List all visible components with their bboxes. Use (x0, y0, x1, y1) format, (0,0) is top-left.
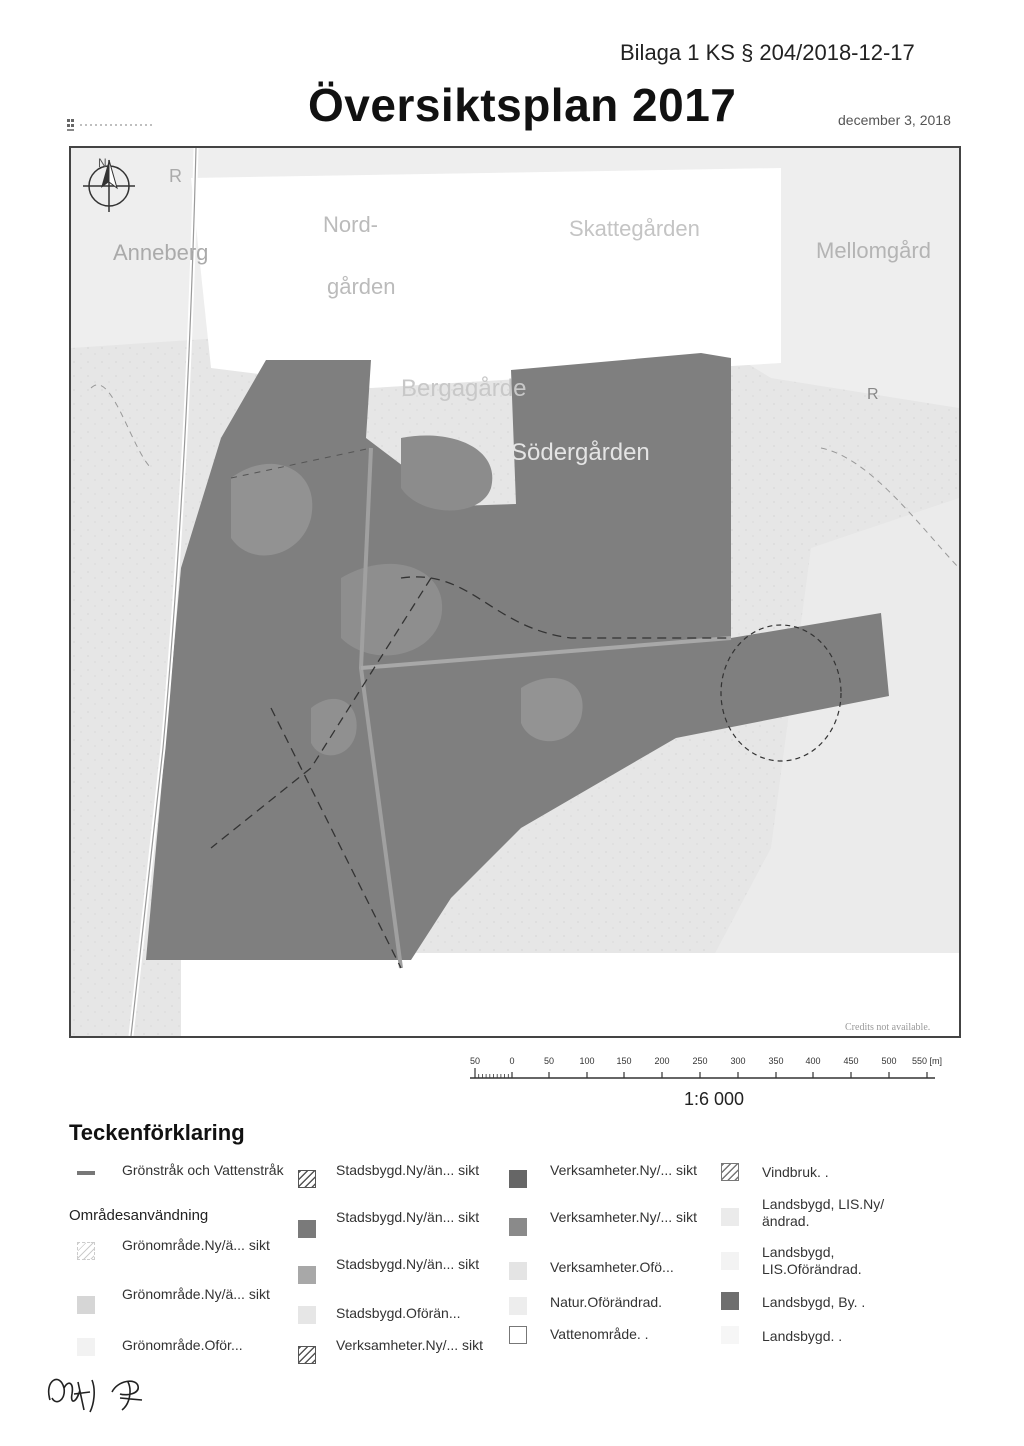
scale-tick-label: 300 (730, 1056, 746, 1066)
legend-label: Grönstråk och Vattenstråk (122, 1162, 284, 1178)
map-label: Södergården (511, 439, 650, 466)
legend-label: Natur.Oförändrad. (550, 1294, 663, 1310)
legend-swatch (509, 1170, 527, 1188)
scale-tick-label: 550 [m] (911, 1056, 943, 1066)
document-reference: Bilaga 1 KS § 204/2018-12-17 (620, 40, 915, 65)
scale-tick-label: 250 (692, 1056, 708, 1066)
legend-swatch (77, 1338, 95, 1356)
legend-label: Landsbygd. . (762, 1328, 843, 1344)
print-date: december 3, 2018 (838, 112, 951, 128)
legend-label: Landsbygd, LIS.Oförändrad. (762, 1244, 862, 1277)
legend-label: Grönområde.Oför... (122, 1337, 243, 1353)
legend-swatch (298, 1220, 316, 1238)
legend-title: Teckenförklaring (69, 1120, 245, 1145)
map-label: Nord- (323, 212, 379, 237)
legend-swatch (509, 1326, 527, 1344)
legend-label: Verksamheter.Ofö... (550, 1259, 674, 1275)
legend-swatch (509, 1218, 527, 1236)
legend-swatch (77, 1171, 95, 1175)
legend-swatch (298, 1266, 316, 1284)
map-label: Anneberg (113, 240, 209, 265)
legend-section-title: Områdesanvändning (69, 1207, 209, 1224)
map-label: Skattegården (569, 216, 700, 241)
legend-label: Grönområde.Ny/ä... sikt (122, 1286, 270, 1302)
north-label: N (98, 156, 107, 170)
legend-swatch (721, 1163, 739, 1181)
legend-label: Landsbygd, LIS.Ny/ändrad. (762, 1196, 885, 1229)
map-label: Mellomgård (816, 238, 931, 263)
legend-label: Grönområde.Ny/ä... sikt (122, 1237, 270, 1253)
legend-label: Verksamheter.Ny/... sikt (550, 1209, 698, 1225)
handwritten-initials (42, 1360, 162, 1420)
map-label: gården (327, 274, 396, 299)
map-frame[interactable] (69, 146, 961, 1038)
legend-swatch (509, 1262, 527, 1280)
scale-tick-label: 0 (509, 1056, 515, 1066)
scale-tick-label: 450 (843, 1056, 859, 1066)
map-label: R (867, 386, 879, 403)
legend-label: Verksamheter.Ny/... sikt (550, 1162, 698, 1178)
scale-ratio: 1:6 000 (684, 1089, 745, 1109)
legend-swatch (298, 1346, 316, 1364)
map-credits: Credits not available. (845, 1022, 931, 1033)
map-canvas[interactable] (71, 148, 959, 1036)
legend-label: Stadsbygd.Ny/än... sikt (336, 1162, 480, 1178)
scale-tick-label: 400 (805, 1056, 821, 1066)
scale-tick-label: 200 (654, 1056, 670, 1066)
legend-swatch (721, 1208, 739, 1226)
legend-swatch (298, 1306, 316, 1324)
scale-tick-label: 500 (881, 1056, 897, 1066)
scale-tick-label: 100 (579, 1056, 595, 1066)
scale-tick-label: 150 (616, 1056, 632, 1066)
legend-swatch (298, 1170, 316, 1188)
scale-tick-label: 50 (543, 1056, 555, 1066)
legend-label: Stadsbygd.Ny/än... sikt (336, 1209, 480, 1225)
legend-swatch (721, 1252, 739, 1270)
legend-swatch (721, 1326, 739, 1344)
scale-tick-label: 350 (768, 1056, 784, 1066)
map-label: R (169, 166, 182, 186)
legend-swatch (721, 1292, 739, 1310)
municipality-logo (66, 118, 156, 132)
legend-label: Vattenområde. . (550, 1326, 649, 1342)
legend-label: Stadsbygd.Ny/än... sikt (336, 1256, 480, 1272)
page-title: Översiktsplan 2017 (308, 79, 737, 131)
map-label: Bergagårde (401, 375, 527, 402)
legend-label: Stadsbygd.Oförän... (336, 1305, 461, 1321)
legend-label: Landsbygd, By. . (762, 1294, 866, 1310)
scale-bar (470, 1068, 935, 1080)
unplanned-area-south (181, 953, 959, 1036)
legend-label: Verksamheter.Ny/... sikt (336, 1337, 484, 1353)
scale-tick-label: 50 (469, 1056, 481, 1066)
legend-swatch (77, 1242, 95, 1260)
legend-swatch (77, 1296, 95, 1314)
legend-label: Vindbruk. . (762, 1164, 829, 1180)
legend-swatch (509, 1297, 527, 1315)
